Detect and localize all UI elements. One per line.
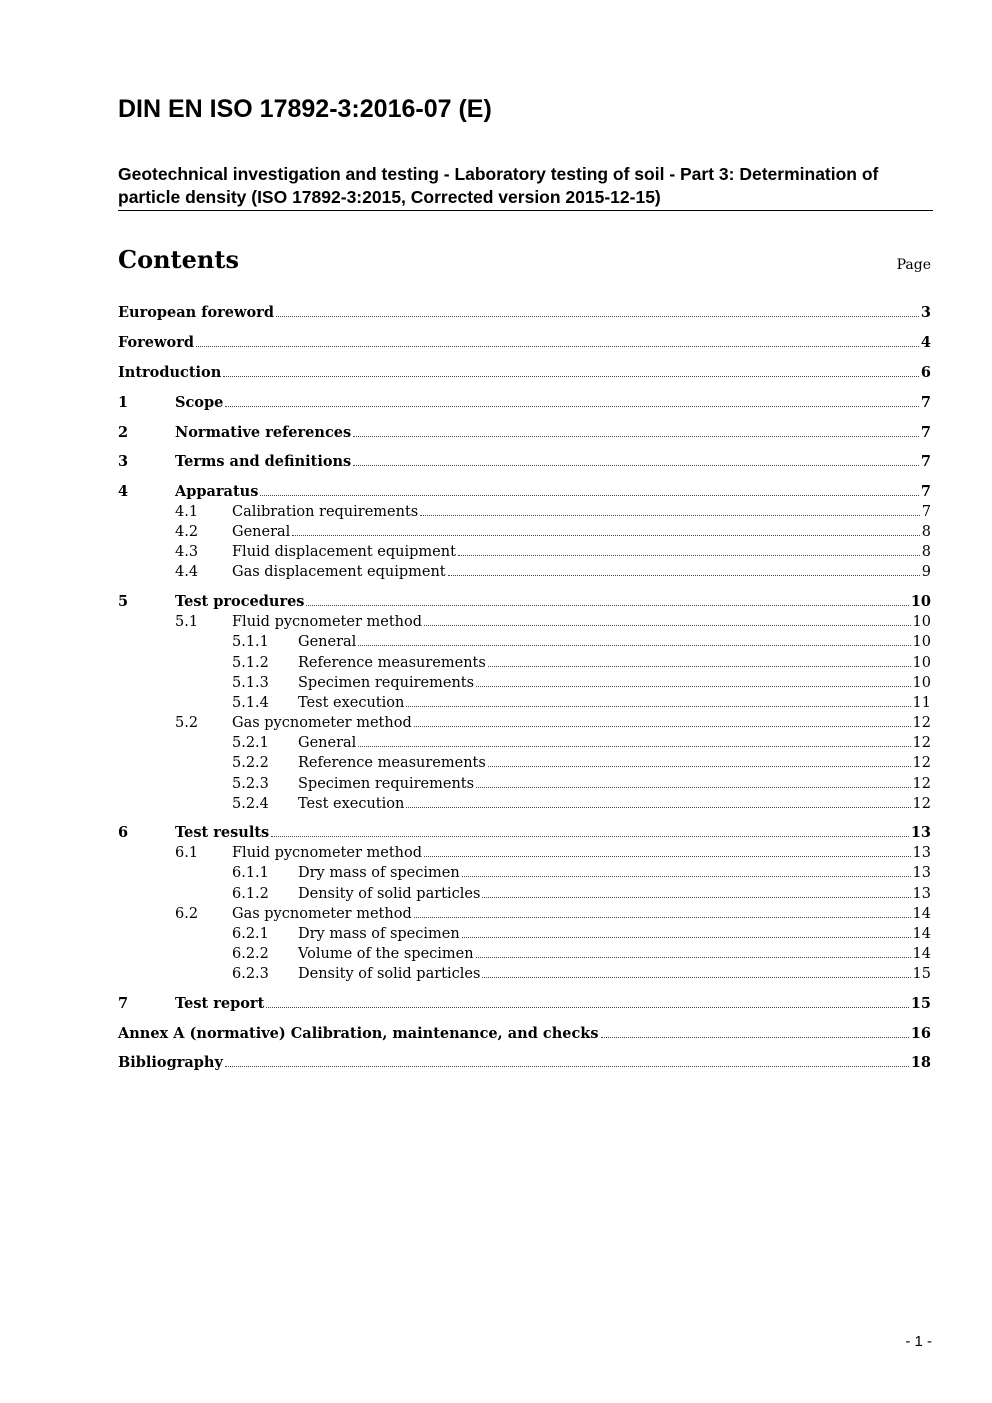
- page-column-label: Page: [896, 257, 931, 273]
- toc-dot-leader: [424, 842, 911, 857]
- toc-entry-number: 5.2: [175, 715, 199, 731]
- toc-entry-page: 9: [921, 564, 931, 580]
- toc-entry[interactable]: [118, 943, 931, 963]
- toc-entry[interactable]: [118, 903, 931, 923]
- toc-entry[interactable]: [118, 862, 931, 882]
- toc-entry-title: Specimen requirements: [298, 776, 475, 792]
- toc-entry-number: 6.2: [175, 906, 199, 922]
- toc-entry-title: Annex A (normative) Calibration, maintenance, and checks: [118, 1025, 599, 1042]
- toc-entry-title: Test results: [175, 824, 270, 841]
- toc-dot-leader: [420, 501, 920, 516]
- toc-entry-title: Density of solid particles: [298, 886, 481, 902]
- document-title: DIN EN ISO 17892-3:2016-07 (E): [118, 95, 492, 123]
- toc-entry-page: 13: [910, 824, 931, 841]
- toc-entry-page: 6: [920, 364, 931, 381]
- toc-dot-leader: [462, 862, 911, 877]
- toc-entry-number: 5: [118, 593, 129, 610]
- toc-dot-leader: [353, 422, 919, 437]
- toc-entry[interactable]: [118, 561, 931, 581]
- toc-entry[interactable]: [118, 481, 931, 501]
- toc-dot-leader: [260, 481, 919, 496]
- toc-dot-leader: [358, 732, 910, 747]
- toc-entry[interactable]: [118, 773, 931, 793]
- toc-dot-leader: [292, 521, 919, 536]
- toc-dot-leader: [271, 822, 909, 837]
- toc-entry-number: 4.4: [175, 564, 199, 580]
- toc-entry-title: Reference measurements: [298, 755, 486, 771]
- toc-entry[interactable]: [118, 1023, 931, 1043]
- toc-entry-number: 1: [118, 394, 129, 411]
- toc-entry-number: 5.2.4: [232, 796, 269, 812]
- toc-dot-leader: [225, 392, 919, 407]
- toc-entry[interactable]: [118, 501, 931, 521]
- toc-entry-title: Gas pycnometer method: [232, 906, 412, 922]
- toc-entry-title: General: [298, 735, 357, 751]
- toc-entry-page: 15: [910, 995, 931, 1012]
- toc-dot-leader: [476, 943, 911, 958]
- toc-entry-number: 6.1: [175, 845, 199, 861]
- toc-entry-number: 5.1.4: [232, 695, 269, 711]
- toc-entry[interactable]: [118, 521, 931, 541]
- toc-entry-page: 8: [921, 544, 931, 560]
- toc-entry[interactable]: [118, 793, 931, 813]
- toc-entry-page: 4: [920, 334, 931, 351]
- toc-entry-page: 13: [912, 886, 931, 902]
- toc-entry-number: 6.2.2: [232, 946, 269, 962]
- toc-dot-leader: [406, 692, 910, 707]
- toc-entry-title: Test procedures: [175, 593, 305, 610]
- toc-dot-leader: [414, 903, 911, 918]
- toc-entry-page: 3: [920, 304, 931, 321]
- toc-entry-number: 6: [118, 824, 129, 841]
- toc-dot-leader: [358, 631, 910, 646]
- toc-entry-number: 5.1.3: [232, 675, 269, 691]
- toc-entry-title: Test report: [175, 995, 265, 1012]
- toc-entry-page: 18: [910, 1054, 931, 1071]
- toc-dot-leader: [448, 561, 920, 576]
- toc-entry-page: 13: [912, 845, 931, 861]
- toc-entry-title: Volume of the specimen: [298, 946, 474, 962]
- toc-entry-page: 12: [912, 796, 931, 812]
- toc-entry[interactable]: [118, 451, 931, 471]
- toc-entry-page: 8: [921, 524, 931, 540]
- toc-dot-leader: [223, 362, 919, 377]
- toc-entry-page: 14: [912, 906, 931, 922]
- toc-dot-leader: [488, 652, 911, 667]
- toc-entry-page: 10: [910, 593, 931, 610]
- toc-entry[interactable]: [118, 392, 931, 412]
- toc-entry-number: 5.1.2: [232, 655, 269, 671]
- toc-entry[interactable]: [118, 923, 931, 943]
- toc-entry-number: 4.3: [175, 544, 199, 560]
- toc-entry-page: 7: [920, 424, 931, 441]
- toc-entry-page: 7: [920, 453, 931, 470]
- toc-entry-title: Reference measurements: [298, 655, 486, 671]
- toc-entry-number: 5.2.3: [232, 776, 269, 792]
- toc-entry[interactable]: [118, 541, 931, 561]
- toc-entry-page: 12: [912, 776, 931, 792]
- toc-entry[interactable]: [118, 1052, 931, 1072]
- document-subtitle: Geotechnical investigation and testing - Laboratory testing of soil - Part 3: Determination of particle density (ISO 17892-3:2015, Corrected version 2015-12-15): [118, 163, 933, 211]
- toc-entry[interactable]: [118, 332, 931, 352]
- toc-entry-title: Density of solid particles: [298, 966, 481, 982]
- toc-entry-page: 14: [912, 946, 931, 962]
- toc-entry-number: 5.1: [175, 614, 199, 630]
- toc-entry-number: 6.2.3: [232, 966, 269, 982]
- toc-dot-leader: [601, 1023, 909, 1038]
- toc-dot-leader: [424, 611, 911, 626]
- toc-entry-page: 10: [912, 634, 931, 650]
- toc-dot-leader: [196, 332, 919, 347]
- contents-heading: Contents: [118, 245, 239, 274]
- toc-entry[interactable]: [118, 712, 931, 732]
- toc-entry[interactable]: [118, 752, 931, 772]
- toc-entry[interactable]: [118, 822, 931, 842]
- toc-entry-number: 6.1.1: [232, 865, 269, 881]
- toc-entry-number: 4.1: [175, 504, 199, 520]
- toc-dot-leader: [476, 672, 910, 687]
- toc-entry[interactable]: [118, 631, 931, 651]
- toc-dot-leader: [276, 302, 919, 317]
- toc-entry-title: Fluid displacement equipment: [232, 544, 456, 560]
- toc-entry-number: 5.2.2: [232, 755, 269, 771]
- toc-entry-title: Dry mass of specimen: [298, 926, 460, 942]
- toc-dot-leader: [266, 993, 909, 1008]
- toc-entry-title: Introduction: [118, 364, 222, 381]
- toc-entry[interactable]: [118, 993, 931, 1013]
- toc-entry[interactable]: [118, 963, 931, 983]
- toc-entry-title: General: [298, 634, 357, 650]
- toc-entry-title: Test execution: [298, 796, 405, 812]
- page-number: - 1 -: [905, 1333, 932, 1350]
- toc-entry[interactable]: [118, 591, 931, 611]
- toc-entry-number: 5.1.1: [232, 634, 269, 650]
- toc-entry[interactable]: [118, 362, 931, 382]
- toc-entry-page: 10: [912, 655, 931, 671]
- toc-dot-leader: [482, 883, 910, 898]
- toc-entry[interactable]: [118, 842, 931, 862]
- toc-entry-title: General: [232, 524, 291, 540]
- toc-entry-page: 12: [912, 735, 931, 751]
- toc-dot-leader: [225, 1052, 909, 1067]
- toc-entry-number: 4.2: [175, 524, 199, 540]
- toc-entry-title: Normative references: [175, 424, 352, 441]
- toc-entry-title: Bibliography: [118, 1054, 223, 1071]
- toc-entry-page: 11: [912, 695, 931, 711]
- toc-dot-leader: [462, 923, 911, 938]
- toc-entry-number: 3: [118, 453, 129, 470]
- toc-dot-leader: [458, 541, 920, 556]
- toc-entry-title: Gas pycnometer method: [232, 715, 412, 731]
- toc-entry-page: 16: [910, 1025, 931, 1042]
- toc-entry-page: 7: [920, 394, 931, 411]
- toc-entry-number: 7: [118, 995, 129, 1012]
- toc-entry-page: 12: [912, 755, 931, 771]
- toc-entry[interactable]: [118, 302, 931, 322]
- toc-entry-number: 2: [118, 424, 129, 441]
- toc-entry-page: 7: [921, 504, 931, 520]
- toc-entry[interactable]: [118, 692, 931, 712]
- toc-entry-title: Scope: [175, 394, 224, 411]
- toc-entry-number: 6.1.2: [232, 886, 269, 902]
- toc-dot-leader: [488, 752, 911, 767]
- toc-entry-page: 10: [912, 614, 931, 630]
- toc-dot-leader: [306, 591, 908, 606]
- toc-entry[interactable]: [118, 422, 931, 442]
- toc-entry-number: 5.2.1: [232, 735, 269, 751]
- toc-entry[interactable]: [118, 672, 931, 692]
- toc-entry-number: 4: [118, 483, 129, 500]
- toc-entry-page: 13: [912, 865, 931, 881]
- toc-entry-number: 6.2.1: [232, 926, 269, 942]
- toc-entry-page: 12: [912, 715, 931, 731]
- toc-entry-title: European foreword: [118, 304, 274, 321]
- toc-entry-page: 15: [912, 966, 931, 982]
- toc-entry[interactable]: [118, 883, 931, 903]
- toc-entry-title: Terms and definitions: [175, 453, 352, 470]
- toc-entry-title: Specimen requirements: [298, 675, 475, 691]
- toc-entry-page: 7: [920, 483, 931, 500]
- toc-entry-page: 14: [912, 926, 931, 942]
- toc-dot-leader: [476, 773, 910, 788]
- toc-dot-leader: [414, 712, 911, 727]
- toc-entry-title: Fluid pycnometer method: [232, 845, 423, 861]
- toc-entry-title: Gas displacement equipment: [232, 564, 446, 580]
- toc-entry-title: Fluid pycnometer method: [232, 614, 423, 630]
- toc-entry[interactable]: [118, 732, 931, 752]
- toc-dot-leader: [353, 451, 919, 466]
- toc-dot-leader: [406, 793, 910, 808]
- toc-entry-title: Test execution: [298, 695, 405, 711]
- toc-entry[interactable]: [118, 611, 931, 631]
- toc-entry-title: Calibration requirements: [232, 504, 419, 520]
- toc-entry-page: 10: [912, 675, 931, 691]
- toc-entry[interactable]: [118, 652, 931, 672]
- toc-entry-title: Apparatus: [175, 483, 259, 500]
- toc-entry-title: Dry mass of specimen: [298, 865, 460, 881]
- toc-dot-leader: [482, 963, 910, 978]
- toc-entry-title: Foreword: [118, 334, 194, 351]
